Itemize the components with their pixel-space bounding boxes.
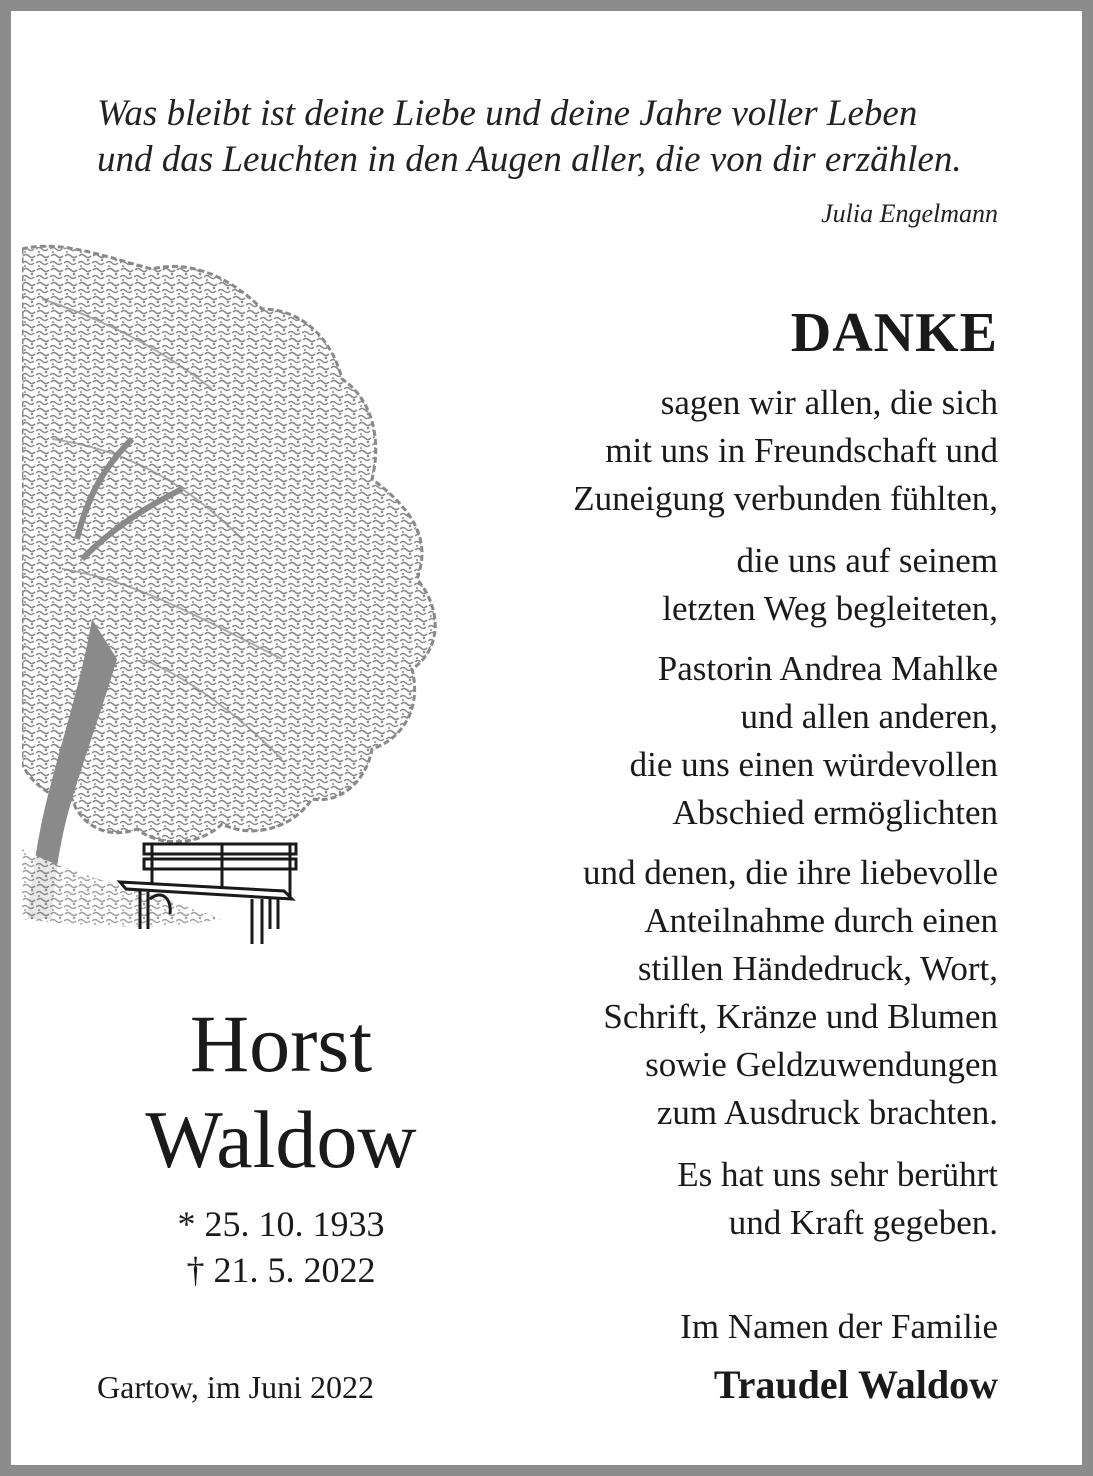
thanks-line: die uns einen würdevollen [629, 745, 998, 784]
thanks-paragraph [583, 849, 998, 1137]
quote-line: und das Leuchten in den Augen aller, die von dir erzählen. [97, 139, 962, 180]
thanks-line: die uns auf seinem [736, 541, 998, 580]
thanks-line: Abschied ermöglichten [672, 793, 998, 832]
thanks-paragraph [630, 645, 998, 837]
thanks-line: Anteilnahme durch einen [644, 901, 998, 940]
thanks-line: letzten Weg begleiteten, [662, 589, 998, 628]
thanks-line: Pastorin Andrea Mahlke [657, 649, 998, 688]
tree-illustration [22, 239, 462, 959]
quote [97, 91, 1037, 183]
thanks-line: Schrift, Kränze und Blumen [603, 997, 998, 1036]
place-and-date: Gartow, im Juni 2022 [97, 1369, 375, 1405]
thanks-line: sowie Geldzuwendungen [645, 1045, 998, 1084]
thanks-line: sagen wir allen, die sich [660, 383, 998, 422]
death-date: † 21. 5. 2022 [186, 1250, 376, 1290]
deceased-first-name: Horst [189, 998, 373, 1089]
thanks-paragraph [662, 537, 998, 633]
thanks-line: Es hat uns sehr berührt [677, 1155, 998, 1194]
birth-date: * 25. 10. 1933 [177, 1204, 385, 1244]
family-line: Im Namen der Familie [680, 1307, 998, 1346]
thanks-paragraph [677, 1151, 998, 1247]
tree-with-bench-illustration [22, 239, 462, 959]
thanks-line: stillen Händedruck, Wort, [637, 949, 998, 988]
thanks-paragraph [573, 379, 998, 523]
thanks-line: und Kraft gegeben. [728, 1203, 998, 1242]
thanks-line: zum Ausdruck brachten. [656, 1093, 998, 1132]
signer-name: Traudel Waldow [713, 1362, 998, 1407]
quote-line: Was bleibt ist deine Liebe und deine Jahre voller Leben [97, 93, 918, 134]
thanks-line: mit uns in Freundschaft und [605, 431, 998, 470]
thanks-line: und denen, die ihre liebevolle [583, 853, 998, 892]
deceased-last-name: Waldow [145, 1094, 417, 1185]
thanks-line: und allen anderen, [740, 697, 998, 736]
quote-author: Julia Engelmann [821, 199, 998, 228]
thanks-line: Zuneigung verbunden fühlten, [573, 479, 998, 518]
thanks-heading: DANKE [790, 302, 998, 364]
